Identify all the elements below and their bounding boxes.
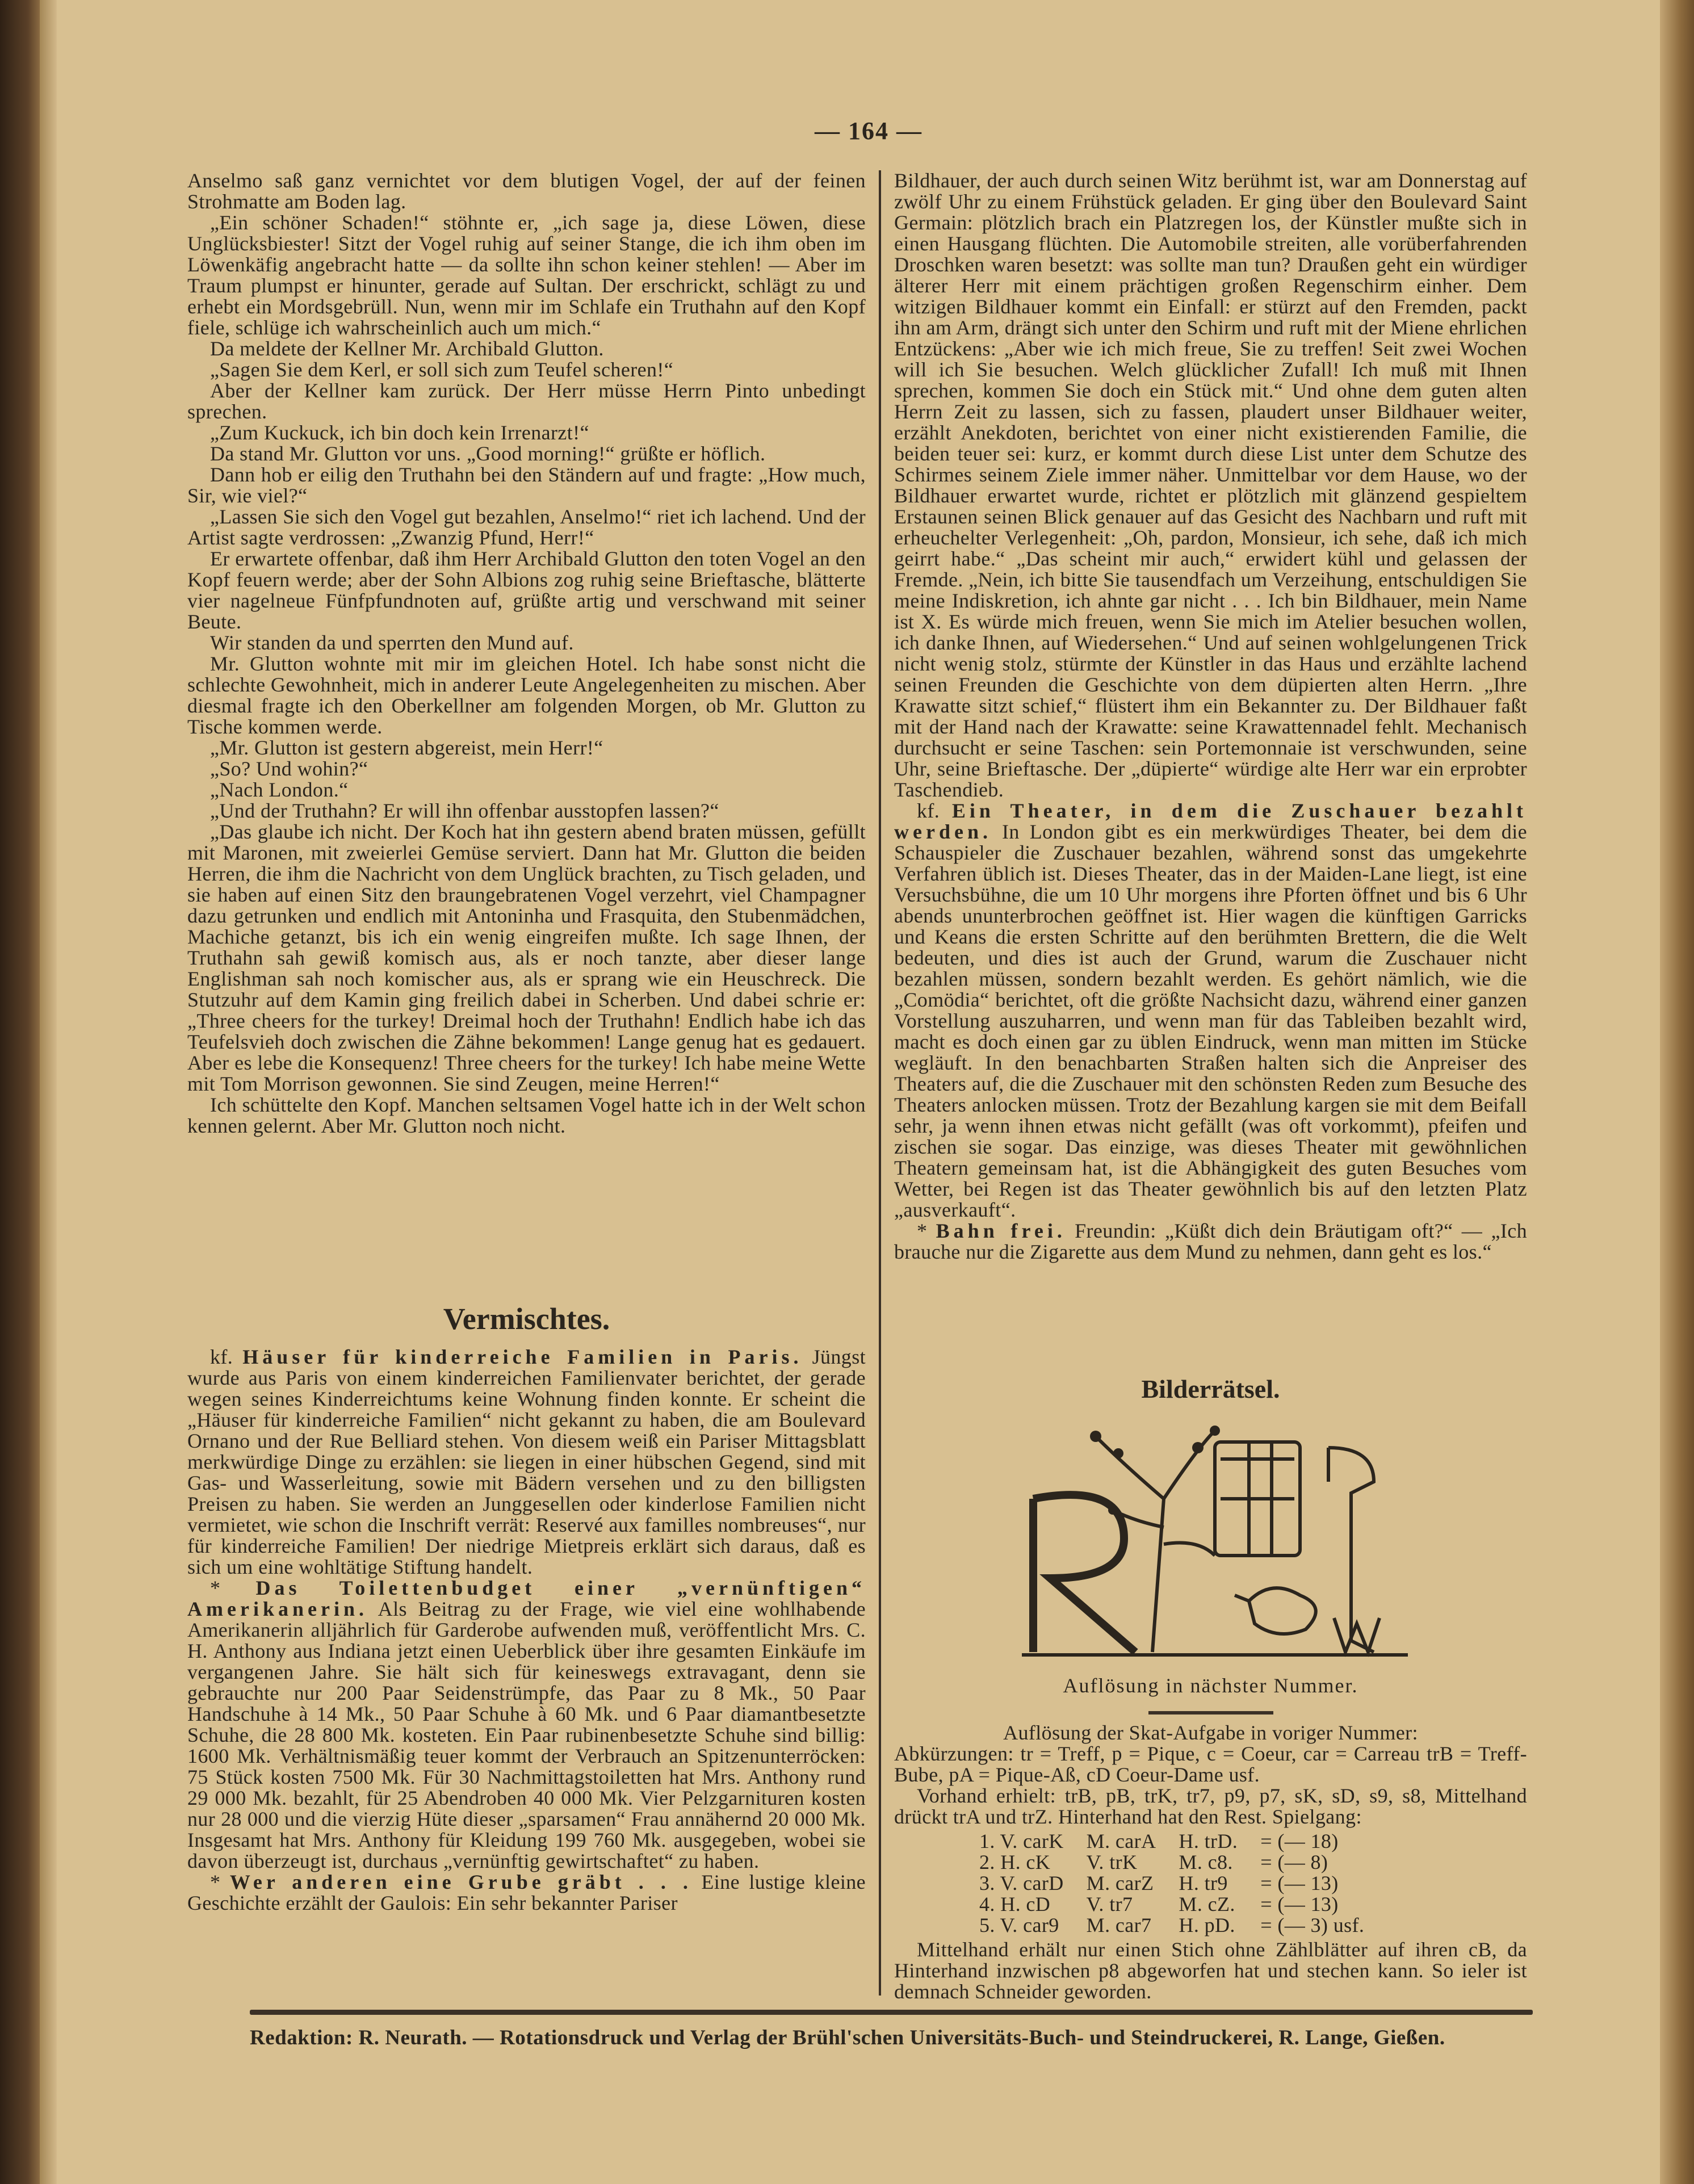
column-divider — [879, 170, 881, 1996]
skat-move-cell: 2. H. cK — [979, 1851, 1051, 1873]
skat-move-cell: M. car7 — [1086, 1914, 1152, 1936]
item-continuation: Bildhauer, der auch durch seinen Witz berühmt ist, war am Donnerstag auf zwölf Uhr zu einem Frühstück geladen. Er ging über den Boulevard Saint Germain: plötzlich brach ein Platzregen los, der Künstler mußte sich in einen Hausgang flüchten. Die Automobile streiten, alle vorüberfahrenden Droschken waren besetzt: was sollte man tun? Draußen geht ein würdiger älterer Herr mit einem prächtigen großen Regenschirm einher. Dem witzigen Bildhauer kommt ein Einfall: er stürzt auf den Fremden, packt ihn am Arm, drängt sich unter den Schirm und ruft mit der Miene ehrlichen Entzückens: „Aber wie ich mich freue, Sie zu treffen! Seit zwei Wochen will ich Sie besuchen. Welch glücklicher Zufall! Ich muß mit Ihnen sprechen, kommen Sie doch ein Stück mit.“ Und ohne dem guten alten Herrn Zeit zu lassen, sich zu fassen, plaudert unser Bildhauer weiter, erzählt Anekdoten, berichtet von einer nicht existierenden Familie, die beiden teuer sei: kurz, er kommt durch diese List unter dem Schutze des Schirmes seinem Ziele immer näher. Unmittelbar vor dem Hause, wo der Bildhauer erwartet wurde, richtet er plötzlich mit glänzend gespieltem Erstaunen seinen Blick genauer auf das Gesicht des Nachbarn und ruft mit erheuchelter Verlegenheit: „Oh, pardon, Monsieur, ich sehe, daß ich mich geirrt habe.“ „Das scheint mir auch,“ erwidert kühl und gelassen der Fremde. „Nein, ich bitte Sie tausendfach um Verzeihung, entschuldigen Sie meine Indiskretion, ich ahnte gar nicht . . . Ich bin Bildhauer, mein Name ist X. Es würde mich freuen, wenn Sie mich im Atelier besuchen wollen, ich danke Ihnen, auf Wiedersehen.“ Und auf seinen wohlgelungenen Trick nicht wenig stolz, stürmte der Künstler in das Haus und erzählte lachend seinen Freunden die Geschichte von dem düpierten alten Herrn. „Ihre Krawatte sitzt schief,“ flüstert ihm ein Bekannter zu. Der Bildhauer faßt mit der Hand nach der Krawatte: seine Krawattennadel fehlt. Mechanisch durchsucht er seine Taschen: sein Portemonnaie ist verschwunden, seine Uhr, seine Brieftasche. Der „düpierte“ würdige alte Herr war ein erprobter Taschendieb. — [894, 169, 1527, 801]
item-body: In London gibt es ein merkwürdiges Theater, bei dem die Schauspieler die Zuschauer bezahlen, während sonst das umgekehrte Verfahren üblich ist. Dieses Theater, das in der Maiden-Lane liegt, ist eine Versuchsbühne, die um 10 Uhr morgens ihre Pforten öffnet und bis 6 Uhr abends ununterbrochen geöffnet ist. Hier wagen die künftigen Garricks und Keans die ersten Schritte auf den berühmten Brettern, die die Welt bedeuten, und dies ist auch der Grund, warum die Zuschauer nicht bezahlen müssen, sondern bezahlt werden. Es gehört nämlich, wie die „Comödia“ berichtet, oft die größte Nachsicht dazu, während einer ganzen Vorstellung auszuharren, und wenn man für das Tableiben bezahlt wird, macht es doch einen gar zu üblen Eindruck, wenn man mitten im Stücke wegläuft. In den benachbarten Straßen halten sich die Anpreiser des Theaters auf, die die Zuschauer mit den schönsten Reden zum Besuche des Theaters anlocken müssen. Trotz der Bezahlung kargen sie mit dem Beifall sehr, ja wenn ihnen etwas nicht gefällt (was oft vorkommt), pfeifen und zischen sie sogar. Das einzige, was dieses Theater mit gewöhnlichen Theatern gemeinsam hat, ist die Abhängigkeit des guten Besuches vom Wetter, bei Regen ist das Theater gewöhnlich bis auf den letzten Platz „ausverkauft“. — [894, 820, 1527, 1221]
skat-move-cell: H. tr9 — [1179, 1872, 1228, 1894]
skat-title: Auflösung der Skat-Aufgabe in voriger Nummer: — [1003, 1721, 1418, 1744]
story-paragraph: Ich schüttelte den Kopf. Manchen seltsamen Vogel hatte ich in der Welt schon kennen gelernt. Aber Mr. Glutton noch nicht. — [187, 1093, 866, 1137]
vermischtes-column-left — [187, 1347, 866, 1914]
story-paragraph: „Das glaube ich nicht. Der Koch hat ihn gestern abend braten müssen, gefüllt mit Maronen, mit zweierlei Gemüse serviert. Dann hat Mr. Glutton die beiden Herren, die ihm die Nachricht von dem Unglück brachten, zu Tisch geladen, und sie haben auf einen Sitz den braungebratenen Vogel verzehrt, viel Champagner dazu getrunken und endlich mit Antoninha und Frasquita, den Stubenmädchen, Machiche getanzt, bis ich ein wenig eingreifen mußte. Ich sage Ihnen, der Truthahn sah gewiß komisch aus, als er noch tanzte, aber dieser lange Englishman sah noch komischer aus, als er sprang wie ein Heuschreck. Die Stutzuhr auf dem Kamin ging freilich dabei in Scherben. Und dabei schrie er: „Three cheers for the turkey! Dreimal hoch der Truthahn! Endlich habe ich das Teufelsvieh doch zwischen die Zähne bekommen! Lange genug hat es gedauert. Aber es lebe die Konsequenz! Three cheers for the turkey! Ich habe meine Wette mit Tom Morrison gewonnen. Sie sind Zeugen, meine Herren!“ — [187, 820, 866, 1095]
story-paragraph: Aber der Kellner kam zurück. Der Herr müsse Herrn Pinto unbedingt sprechen. — [187, 379, 866, 423]
skat-move-cell: = (— 13) — [1260, 1872, 1339, 1894]
item-prefix: * — [210, 1871, 221, 1893]
page-edge — [1660, 0, 1694, 2184]
story-paragraph: „Sagen Sie dem Kerl, er soll sich zum Teufel scheren!“ — [210, 358, 674, 381]
bilderraetsel-heading: Bilderrätsel. — [1141, 1374, 1280, 1403]
story-paragraph: „Ein schöner Schaden!“ stöhnte er, „ich sage ja, diese Löwen, diese Unglücksbiester! Sitzt der Vogel ruhig auf seiner Stange, die ich ihm oben im Löwenkäfig angebracht hatte — da sollte ihn schon keiner stehlen! — Aber im Traum plumpst er hinunter, gerade auf Sultan. Der erschrickt, schlägt zu und erhebt ein Mordsgebrüll. Nun, wenn mir im Schlafe ein Truthahn auf den Kopf fiele, schlüge ich wahrscheinlich auch um mich.“ — [187, 211, 866, 339]
section-rule — [1148, 1711, 1273, 1714]
skat-move-row — [979, 1915, 1387, 1936]
letter-w-shape — [1334, 1618, 1379, 1652]
story-paragraph: „Nach London.“ — [210, 778, 349, 801]
story-paragraph: Anselmo saß ganz vernichtet vor dem blutigen Vogel, der auf der feinen Strohmatte am Boden lag. — [187, 169, 866, 213]
story-paragraph: „Mr. Glutton ist gestern abgereist, mein Herr!“ — [210, 736, 603, 759]
story-column — [187, 170, 866, 1137]
item-title: Häuser für kinderreiche Familien in Paris. — [242, 1345, 803, 1368]
item-body: Als Beitrag zu der Frage, wie viel eine wohlhabende Amerikanerin alljährlich für Garderobe aufwenden muß, veröffentlicht Mrs. C. H. Anthony aus Indiana jetzt einen Ueberblick über ihre gesamten Einkäufe im vergangenen Jahre. Sie hält sich für keineswegs extravagant, denn sie gebrauchte nur 200 Paar Seidenstrümpfe, das Paar zu 8 Mk., 50 Paar Handschuhe à 14 Mk., 50 Paar Schuhe à 60 Mk. und 6 Paar diamantbesetzte Schuhe, die 28 800 Mk. kosteten. Ein Paar rubinenbesetzte Schuhe sind billig: 1600 Mk. Verhältnismäßig teuer kommt der Verbrauch an Spitzenunterröcken: 75 Stück kosten 7500 Mk. Für 30 Nachmittagstoiletten hat Mrs. Anthony rund 29 000 Mk. bezahlt, für 25 Abendroben 40 000 Mk. Vier Pelzgarnituren kosten nur 28 000 und die vierzig Hüte dieser „sparsamen“ Frau annähernd 20 000 Mk. Insgesamt hat Mrs. Anthony für Kleidung 199 760 Mk. ausgegeben, wobei sie davon überzeugt ist, durchaus „vernünftig gewirtschaftet“ zu haben. — [187, 1598, 866, 1872]
item-body: Eine lustige kleine Geschichte erzählt der Gaulois: Ein sehr bekannter Pariser — [187, 1871, 866, 1914]
skat-move-cell: 5. V. car9 — [979, 1914, 1059, 1936]
page-gutter — [40, 0, 57, 2184]
skat-conclusion: Mittelhand erhält nur einen Stich ohne Zählblätter auf ihren cB, da Hinterhand inzwischen p8 abgeworfen hat und stechen kann. So ieler ist demnach Schneider geworden. — [894, 1938, 1527, 2003]
skat-move-cell: M. cZ. — [1179, 1893, 1235, 1915]
skat-move-cell: = (— 18) — [1260, 1830, 1339, 1852]
story-paragraph: Wir standen da und sperrten den Mund auf. — [210, 631, 574, 654]
story-paragraph: „Zum Kuckuck, ich bin doch kein Irrenarzt!“ — [210, 421, 589, 444]
footer-rule — [250, 2010, 1533, 2015]
skat-move-cell: H. trD. — [1179, 1830, 1238, 1852]
item-title: Ein Theater, in dem die Zuschauer bezahlt werden. — [894, 799, 1527, 843]
skat-move-cell: M. carZ — [1086, 1872, 1154, 1894]
item-body: Jüngst wurde aus Paris von einem kinderreichen Familienvater berichtet, der gerade wegen seines Kinderreichtums keine Wohnung finden konnte. Er scheint die „Häuser für kinderreiche Familien“ nicht gekannt zu haben, die am Boulevard Ornano und der Rue Belliard stehen. Von diesem weiß ein Pariser Mittagsblatt merkwürdige Dinge zu erzählen: sie liegen in einer hübschen Gegend, sind mit Gas- und Wasserleitung, sowie mit Bädern versehen und zu den billigsten Preisen zu haben. Sie werden an Junggesellen oder kinderlose Familien nicht vermietet, wie schon die Inschrift verrät: Reservé aux familles nombreuses“, nur für kinderreiche Familien! Der niedrige Mietpreis erklärt sich daraus, daß es sich um eine wohltätige Stiftung handelt. — [187, 1345, 866, 1578]
skat-move-cell: M. carA — [1086, 1830, 1156, 1852]
skat-move-row — [979, 1831, 1387, 1852]
tree-shape — [1096, 1431, 1215, 1652]
vermischtes-heading: Vermischtes. — [443, 1302, 610, 1336]
item-prefix: * — [917, 1219, 928, 1242]
imprint-footer: Redaktion: R. Neurath. — Rotationsdruck und Verlag der Brühl'schen Universitäts-Buch- und Steindruckerei, R. Lange, Gießen. — [250, 2026, 1445, 2049]
skat-move-cell: = (— 3) usf. — [1260, 1914, 1365, 1936]
vermischtes-column-right — [894, 170, 1527, 1263]
skat-abbreviations: Abkürzungen: tr = Treff, p = Pique, c = Coeur, car = Carreau trB = Treff-Bube, pA = Pique-Aß, cD Coeur-Dame usf. — [894, 1742, 1527, 1786]
letter-r-shape — [1033, 1495, 1135, 1652]
skat-move-cell: V. tr7 — [1086, 1893, 1133, 1915]
skat-move-row — [979, 1852, 1387, 1873]
story-paragraph: „Und der Truthahn? Er will ihn offenbar ausstopfen lassen?“ — [210, 799, 719, 822]
puzzle-caption: Auflösung in nächster Nummer. — [1063, 1674, 1358, 1697]
item-title: Bahn frei. — [936, 1219, 1066, 1242]
skat-move-cell: 4. H. cD — [979, 1893, 1051, 1915]
picture-puzzle-illustration — [1010, 1414, 1419, 1663]
item-title: Wer anderen eine Grube gräbt . . . — [229, 1871, 692, 1893]
book-binding — [0, 0, 40, 2184]
skat-moves-table — [979, 1831, 1387, 1936]
skat-move-cell: 3. V. carD — [979, 1872, 1064, 1894]
skat-move-cell: = (— 13) — [1260, 1893, 1339, 1915]
news-item — [187, 1872, 866, 1914]
skat-move-cell: 1. V. carK — [979, 1830, 1064, 1852]
item-body: Freundin: „Küßt dich dein Bräutigam oft?“ — „Ich brauche nur die Zigarette aus dem Mund zu nehmen, dann geht es los.“ — [894, 1219, 1527, 1263]
news-item — [894, 800, 1527, 1221]
story-paragraph: Mr. Glutton wohnte mit mir im gleichen Hotel. Ich habe sonst nicht die schlechte Gewohnheit, mich in anderer Leute Angelegenheiten zu mischen. Aber diesmal fragte ich den Oberkellner am folgenden Morgen, ob Mr. Glutton zu Tische kommen werde. — [187, 652, 866, 738]
skat-move-cell: H. pD. — [1179, 1914, 1235, 1936]
news-item — [187, 1578, 866, 1872]
story-paragraph: Er erwartete offenbar, daß ihm Herr Archibald Glutton den toten Vogel an den Kopf feuern werde; aber der Sohn Albions zog ruhig seine Brieftasche, blätterte vier nagelneue Fünfpfundnoten auf, grüßte artig und verschwand mit seiner Beute. — [187, 547, 866, 633]
story-paragraph: „So? Und wohin?“ — [210, 757, 368, 780]
item-prefix: * — [210, 1577, 221, 1599]
story-paragraph: „Lassen Sie sich den Vogel gut bezahlen, Anselmo!“ riet ich lachend. Und der Artist sagte verdrossen: „Zwanzig Pfund, Herr!“ — [187, 505, 866, 549]
news-item — [187, 1347, 866, 1578]
page-number: — 164 — — [815, 117, 923, 145]
skat-move-row — [979, 1873, 1387, 1894]
news-item — [894, 1221, 1527, 1263]
item-prefix: kf. — [917, 799, 940, 822]
skat-move-cell: V. trK — [1086, 1851, 1138, 1873]
story-paragraph: Da meldete der Kellner Mr. Archibald Glutton. — [210, 337, 604, 360]
story-paragraph: Da stand Mr. Glutton vor uns. „Good morning!“ grüßte er höflich. — [210, 442, 766, 465]
skat-move-cell: M. c8. — [1179, 1851, 1233, 1873]
item-prefix: kf. — [210, 1345, 233, 1368]
skat-setup: Vorhand erhielt: trB, pB, trK, tr7, p9, p7, sK, sD, s9, s8, Mittelhand drückt trA und trZ. Hinterhand hat den Rest. Spielgang: — [894, 1784, 1527, 1828]
story-paragraph: Dann hob er eilig den Truthahn bei den Ständern auf und fragte: „How much, Sir, wie viel?“ — [187, 463, 866, 507]
item-title: Das Toilettenbudget einer „vernünftigen“ Amerikanerin. — [187, 1577, 866, 1620]
skat-move-cell: = (— 8) — [1260, 1851, 1328, 1873]
skat-move-row — [979, 1894, 1387, 1915]
skat-solution — [894, 1703, 1527, 2002]
bird-shape — [1235, 1588, 1316, 1634]
